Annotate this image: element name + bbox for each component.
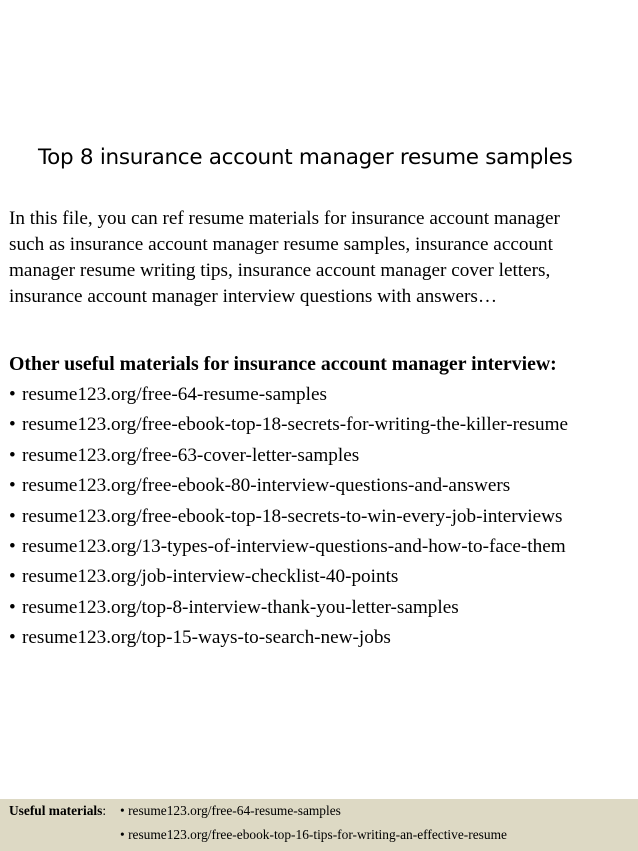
list-item [9,441,634,471]
bullet-icon: • [9,475,16,497]
material-link[interactable]: resume123.org/free-ebook-top-18-secrets-for-writing-the-killer-resume [22,414,569,436]
list-item [9,471,634,501]
intro-line: In this file, you can ref resume materials for insurance account manager [9,208,560,229]
footer-link[interactable]: resume123.org/free-64-resume-samples [128,803,341,818]
materials-heading: Other useful materials for insurance account manager interview: [9,353,557,375]
footer-item [120,827,507,843]
material-link[interactable]: resume123.org/free-63-cover-letter-samples [22,444,360,466]
bullet-icon: • [9,596,16,618]
footer-label-colon: : [102,803,107,818]
bullet-icon: • [9,414,16,436]
intro-line: manager resume writing tips, insurance account manager cover letters, [9,260,551,281]
footer-link[interactable]: resume123.org/free-ebook-top-16-tips-for-writing-an-effective-resume [128,827,507,842]
bullet-icon: • [9,536,16,558]
footer-bar [0,799,638,851]
page-title: Top 8 insurance account manager resume samples [38,145,573,170]
list-item [9,593,634,623]
bullet-icon: • [9,627,16,649]
material-link[interactable]: resume123.org/top-15-ways-to-search-new-jobs [22,627,391,649]
intro-line: insurance account manager interview questions with answers… [9,286,498,307]
list-item [9,380,634,410]
material-link[interactable]: resume123.org/free-ebook-80-interview-questions-and-answers [22,475,511,497]
footer-item [120,803,341,819]
bullet-icon: • [9,505,16,527]
material-link[interactable]: resume123.org/free-ebook-top-18-secrets-to-win-every-job-interviews [22,505,563,527]
footer-label [9,803,106,819]
list-item [9,562,634,592]
material-link[interactable]: resume123.org/job-interview-checklist-40-points [22,566,399,588]
list-item [9,532,634,562]
bullet-icon: • [120,827,125,842]
list-item [9,410,634,440]
material-link[interactable]: resume123.org/top-8-interview-thank-you-letter-samples [22,596,459,618]
bullet-icon: • [9,444,16,466]
intro-paragraph [9,206,631,310]
list-item [9,502,634,532]
bullet-icon: • [120,803,125,818]
material-link[interactable]: resume123.org/free-64-resume-samples [22,384,327,405]
bullet-icon: • [9,384,16,405]
footer-label-text: Useful materials [9,803,103,818]
materials-list [9,380,634,654]
list-item [9,623,634,653]
bullet-icon: • [9,566,16,588]
material-link[interactable]: resume123.org/13-types-of-interview-questions-and-how-to-face-them [22,536,566,558]
intro-line: such as insurance account manager resume samples, insurance account [9,234,553,255]
